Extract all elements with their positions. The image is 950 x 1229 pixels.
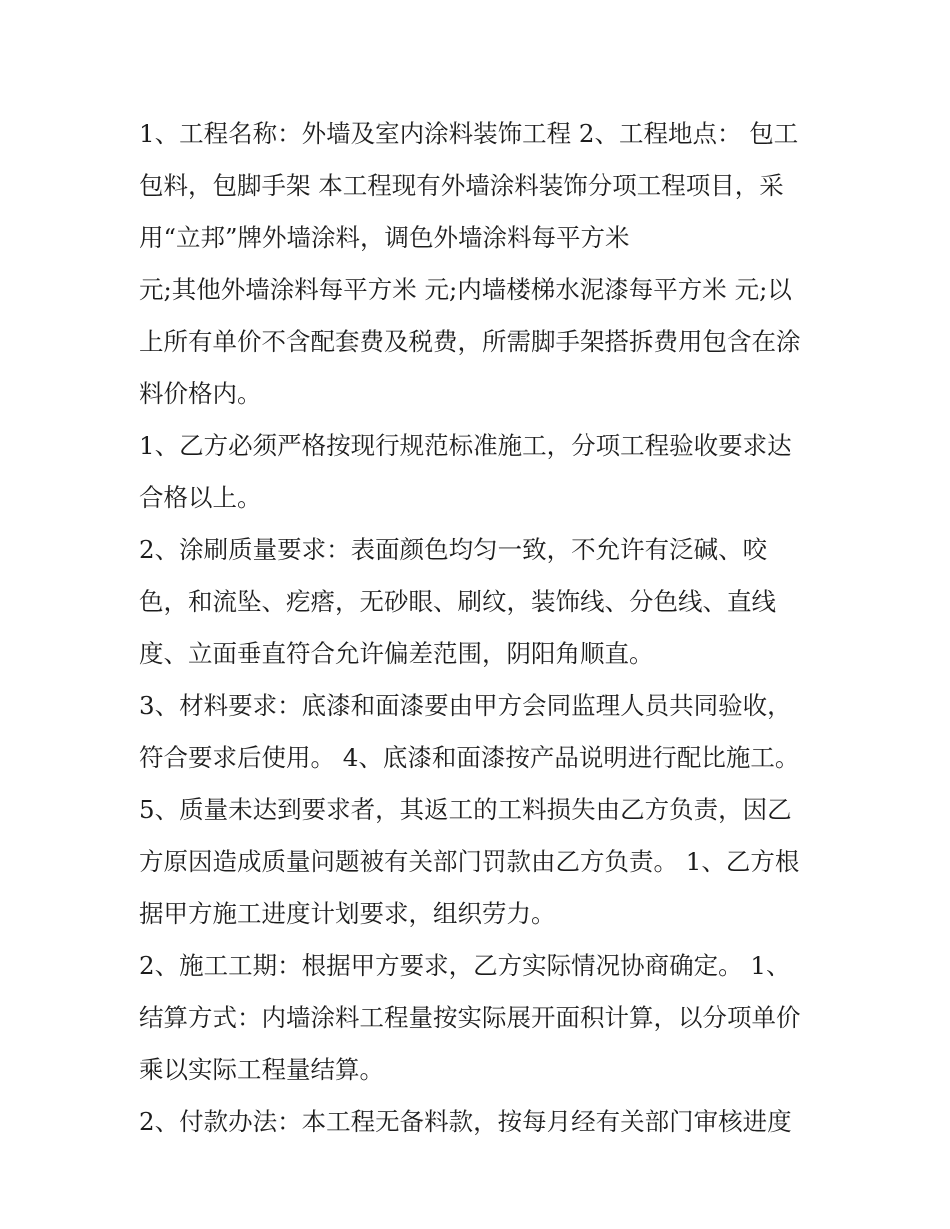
text-line: 合格以上。 <box>139 483 262 512</box>
text-line: 料价格内。 <box>139 379 262 408</box>
text-line: 上所有单价不含配套费及税费，所需脚手架搭拆费用包含在涂 <box>139 327 801 356</box>
text-line: 结算方式：内墙涂料工程量按实际展开面积计算，以分项单价 <box>139 1003 801 1032</box>
text-line: 方原因造成质量问题被有关部门罚款由乙方负责。 1、乙方根 <box>139 847 800 876</box>
text-line: 2、付款办法：本工程无备料款，按每月经有关部门审核进度 <box>139 1107 792 1136</box>
text-line: 色，和流坠、疙瘩，无砂眼、刷纹，装饰线、分色线、直线 <box>139 587 776 616</box>
text-line: 3、材料要求：底漆和面漆要由甲方会同监理人员共同验收， <box>139 691 792 720</box>
text-line: 1、乙方必须严格按现行规范标准施工，分项工程验收要求达 <box>139 431 792 460</box>
text-line: 符合要求后使用。 4、底漆和面漆按产品说明进行配比施工。 <box>139 743 800 772</box>
text-line: 用“立邦”牌外墙涂料，调色外墙涂料每平方米 <box>139 223 630 252</box>
text-line: 5、质量未达到要求者，其返工的工料损失由乙方负责，因乙 <box>139 795 792 824</box>
text-line: 2、施工工期：根据甲方要求，乙方实际情况协商确定。 1、 <box>139 951 791 980</box>
text-line: 1、工程名称：外墙及室内涂料装饰工程 2、工程地点： 包工 <box>139 119 799 148</box>
text-line: 乘以实际工程量结算。 <box>139 1055 384 1084</box>
text-line: 2、涂刷质量要求：表面颜色均匀一致，不允许有泛碱、咬 <box>139 535 768 564</box>
text-line: 元;其他外墙涂料每平方米 元;内墙楼梯水泥漆每平方米 元;以 <box>139 275 792 304</box>
contract-body-text <box>139 108 819 1148</box>
text-line: 据甲方施工进度计划要求，组织劳力。 <box>139 899 556 928</box>
text-line: 包料，包脚手架 本工程现有外墙涂料装饰分项工程项目，采 <box>139 171 784 200</box>
text-line: 度、立面垂直符合允许偏差范围，阴阳角顺直。 <box>139 639 654 668</box>
